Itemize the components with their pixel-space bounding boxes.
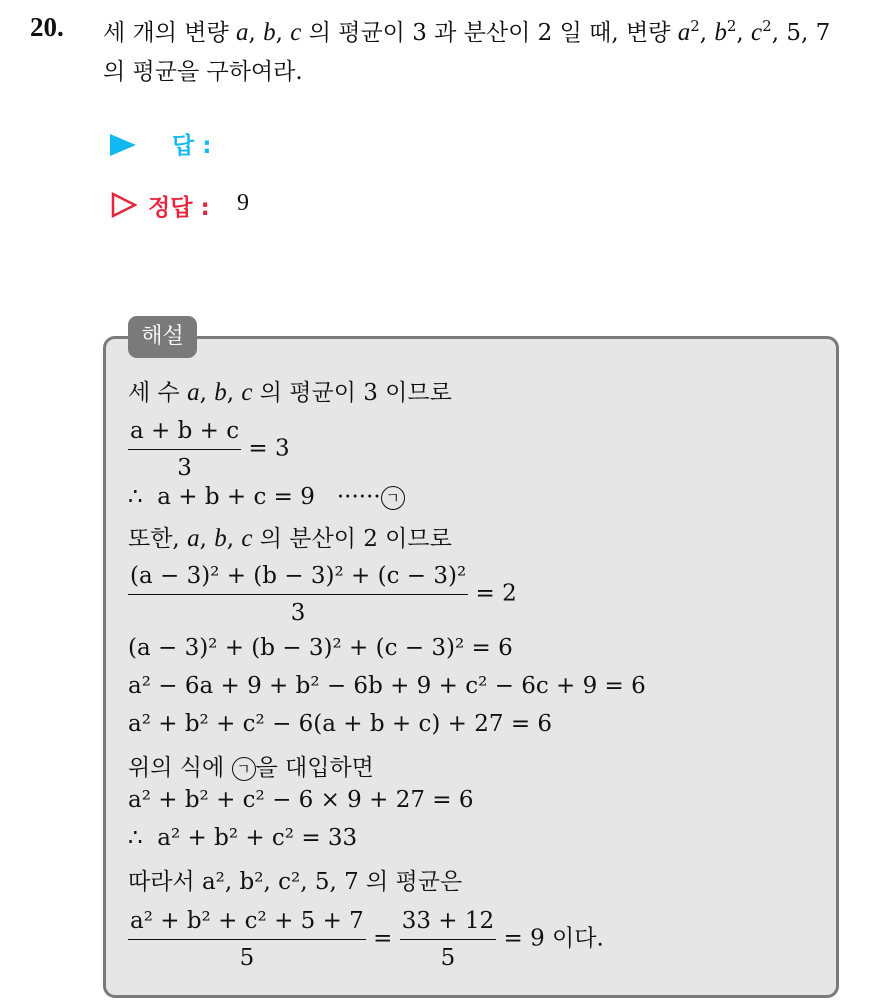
solution-line-7: a² − 6a + 9 + b² − 6b + 9 + c² − 6c + 9 = 6 bbox=[128, 673, 646, 699]
solution-fraction-1: $\frac{a + b + c}{3}$ = 3 bbox=[128, 413, 290, 486]
solution-line-11: ∴ a² + b² + c² = 33 bbox=[128, 825, 358, 851]
solution-line-8: a² + b² + c² − 6(a + b + c) + 27 = 6 bbox=[128, 711, 553, 737]
solution-line-12: 따라서 a², b², c², 5, 7 의 평균은 bbox=[128, 869, 463, 895]
question-number: 20. bbox=[30, 12, 64, 42]
key-triangle-outline-icon bbox=[111, 192, 137, 218]
solution-line-1: 세 수 a, b, c 의 평균이 3 이므로 bbox=[128, 379, 452, 406]
answer-label: 답 : bbox=[172, 133, 212, 159]
solution-tag: 해설 bbox=[128, 316, 197, 358]
solution-line-4: 또한, a, b, c 의 분산이 2 이므로 bbox=[128, 525, 452, 552]
solution-line-10: a² + b² + c² − 6 × 9 + 27 = 6 bbox=[128, 787, 474, 813]
circled-giyeok-icon: ㄱ bbox=[232, 757, 256, 781]
circled-giyeok-icon: ㄱ bbox=[381, 486, 405, 510]
solution-fraction-2: $\frac{\text{(a − 3)² + (b − 3)² + (c − 3)²}}{3}$ = 2 bbox=[128, 558, 517, 631]
correct-answer-label: 정답 : bbox=[148, 195, 210, 221]
correct-answer-value: 9 bbox=[237, 190, 249, 216]
answer-triangle-icon bbox=[110, 134, 136, 156]
question-line-2: 의 평균을 구하여라. bbox=[103, 59, 303, 85]
question-line-1: 세 개의 변량 a, b, c 의 평균이 3 과 분산이 2 일 때, 변량 $a^2$, $b^2$, $c^2$, 5, 7 bbox=[103, 17, 831, 46]
solution-line-6: (a − 3)² + (b − 3)² + (c − 3)² = 6 bbox=[128, 635, 513, 661]
solution-fraction-3: $\frac{\text{a² + b² + c² + 5 + 7}}{5}$ = $\frac{33 + 12}{5}$ = 9 이다. bbox=[128, 903, 604, 976]
solution-line-9: 위의 식에 ㄱ 을 대입하면 bbox=[128, 755, 374, 781]
solution-line-3: ∴ a + b + c = 9 ······ ㄱ bbox=[128, 484, 405, 510]
